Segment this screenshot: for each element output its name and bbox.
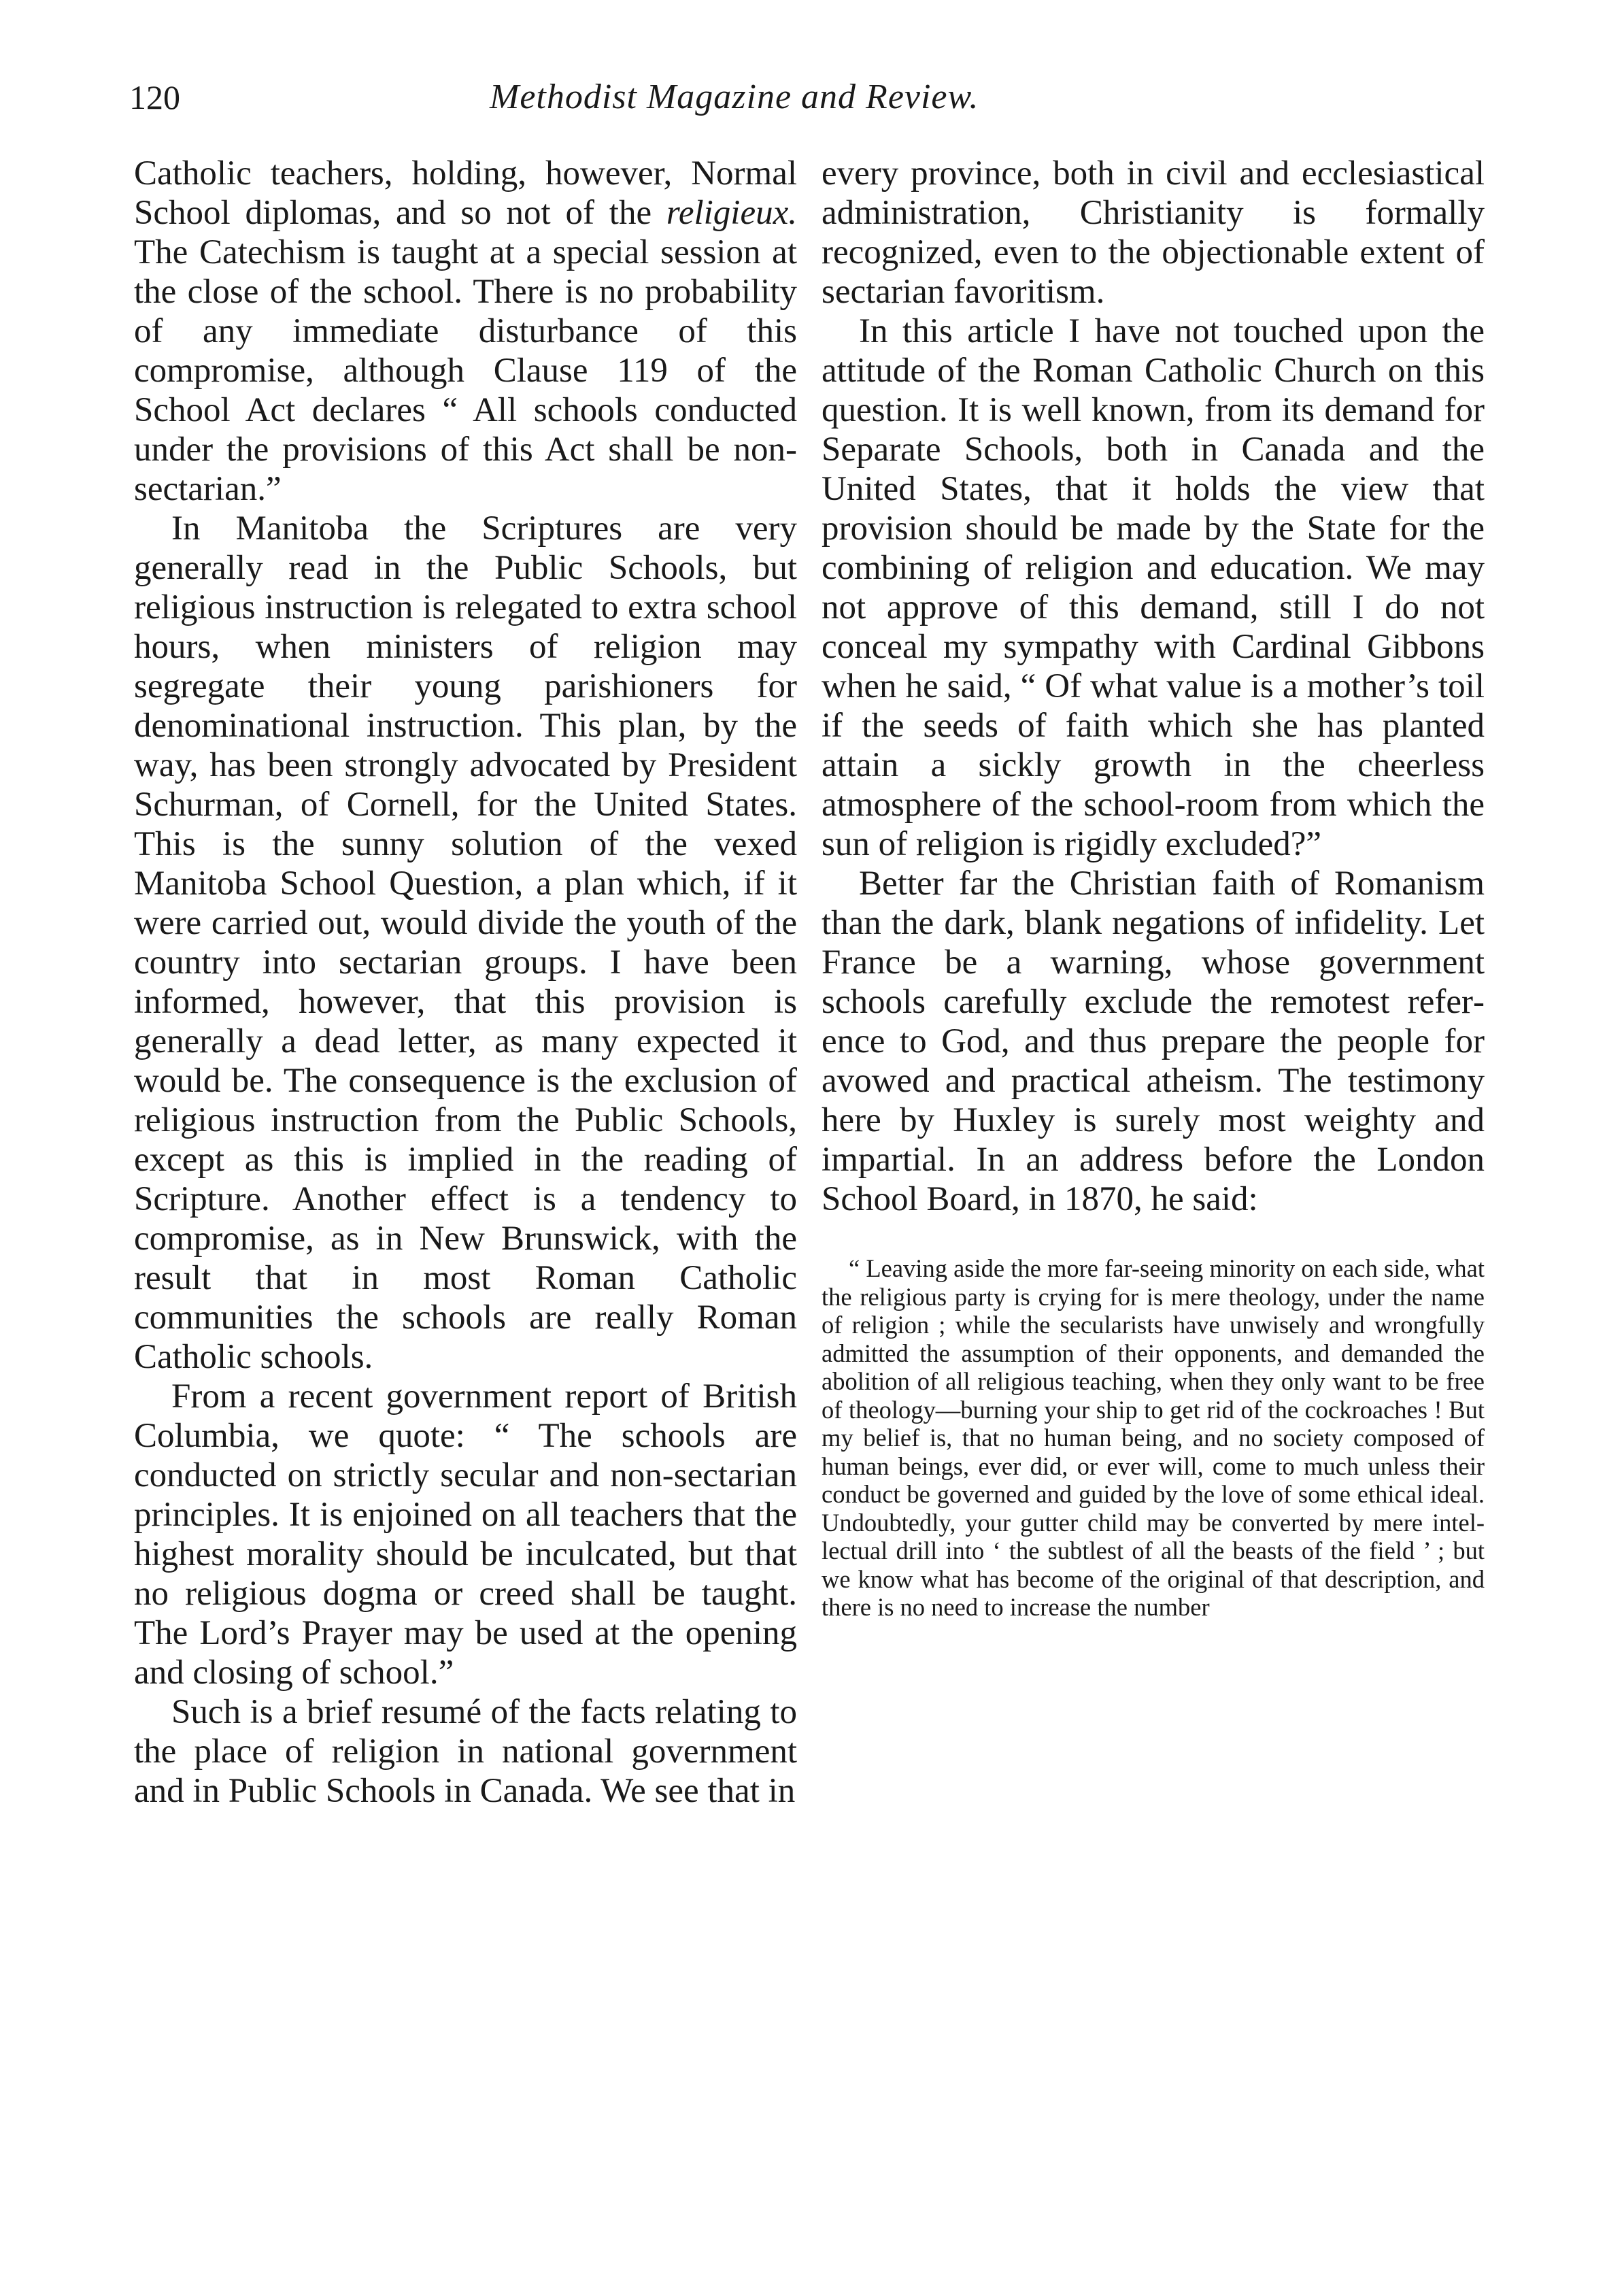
running-title: Methodist Magazine and Review. bbox=[490, 78, 979, 116]
right-paragraph-3: Better far the Christian faith of Romanism than the dark, blank negations of infidelity. Let France be a warning, whose government schools carefully exclude the remotest reference to God, and thus prepare the people for avowed and practical atheism. The testimony here by Huxley is surely most weighty and impartial. In an address before the London School Board, in 1870, he said: bbox=[822, 865, 1485, 1218]
left-paragraph-2: In Manitoba the Scriptures are very generally read in the Public Schools, but religious instruction is relegated to extra school hours, when ministers of religion may segregate their young parishioners for denominational instruction. This plan, by the way, has been strongly advocated by President Schurman, of Cornell, for the United States. This is the sunny solution of the vexed Manitoba School Question, a plan which, if it were carried out, would divide the youth of the country into sectarian groups. I have been informed, however, that this provision is generally a dead letter, as many expected it would be. The consequence is the exclusion of religious instruction from the Public Schools, except as this is implied in the reading of Scripture. Another effect is a tendency to compromise, as in New Brunswick, with the result that in most Roman Catholic communities the schools are really Roman Catholic schools. bbox=[134, 509, 797, 1376]
right-paragraph-1: every province, both in civil and ecclesiastical administration, Christianity is formally recognized, even to the objectionable extent of sectarian favoritism. bbox=[822, 154, 1485, 311]
page-header bbox=[129, 73, 1109, 121]
huxley-block-quote: “ Leaving aside the more far-seeing minority on each side, what the religious party is crying for is mere theology, under the name of religion ; while the secularists have unwisely and wrongfully admitted the assumption of their opponents, and demanded the abolition of all religious teaching, when they only want to be free of theology—burning your ship to get rid of the cockroaches ! But my belief is, that no human being, and no society composed of human beings, ever did, or ever will, come to much unless their conduct be governed and guided by the love of some ethical ideal. Undoubtedly, your gutter child may be converted by mere intellectual drill into ‘ the subtlest of all the beasts of the field ’ ; but we know what has become of the original of that description, and there is no need to increase the number bbox=[822, 1254, 1485, 1621]
left-paragraph-1 bbox=[134, 154, 797, 509]
left-p1-text-a: Catholic teachers, holding, however, Normal School diplomas, and so not of the bbox=[134, 154, 797, 232]
left-p1-italic: religieux. bbox=[666, 194, 797, 232]
left-paragraph-3: From a recent government report of British Columbia, we quote: “ The schools are conducted on strictly secular and non-sectarian principles. It is enjoined on all teachers that the highest morality should be inculcated, but that no religious dogma or creed shall be taught. The Lord’s Prayer may be used at the opening and closing of school.” bbox=[134, 1377, 797, 1692]
left-p1-text-b: The Catechism is taught at a special session at the close of the school. There is no probability of any immediate disturbance of this compromise, although Clause 119 of the School Act declares “ All schools conducted under the provisions of this Act shall be non-sectarian.” bbox=[134, 233, 797, 508]
left-paragraph-4: Such is a brief resumé of the facts relating to the place of religion in national government and in Public Schools in Canada. We see that in bbox=[134, 1693, 797, 1810]
page-number: 120 bbox=[129, 78, 180, 116]
right-paragraph-2: In this article I have not touched upon the attitude of the Roman Catholic Church on this question. It is well known, from its demand for Separate Schools, both in Canada and the United States, that it holds the view that provision should be made by the State for the combining of religion and education. We may not approve of this demand, still I do not conceal my sympathy with Cardinal Gibbons when he said, “ Of what value is a mother’s toil if the seeds of faith which she has planted attain a sickly growth in the cheerless atmosphere of the school-room from which the sun of religion is rigidly excluded?” bbox=[822, 312, 1485, 863]
right-column bbox=[822, 154, 1485, 1622]
left-column bbox=[134, 154, 797, 1811]
